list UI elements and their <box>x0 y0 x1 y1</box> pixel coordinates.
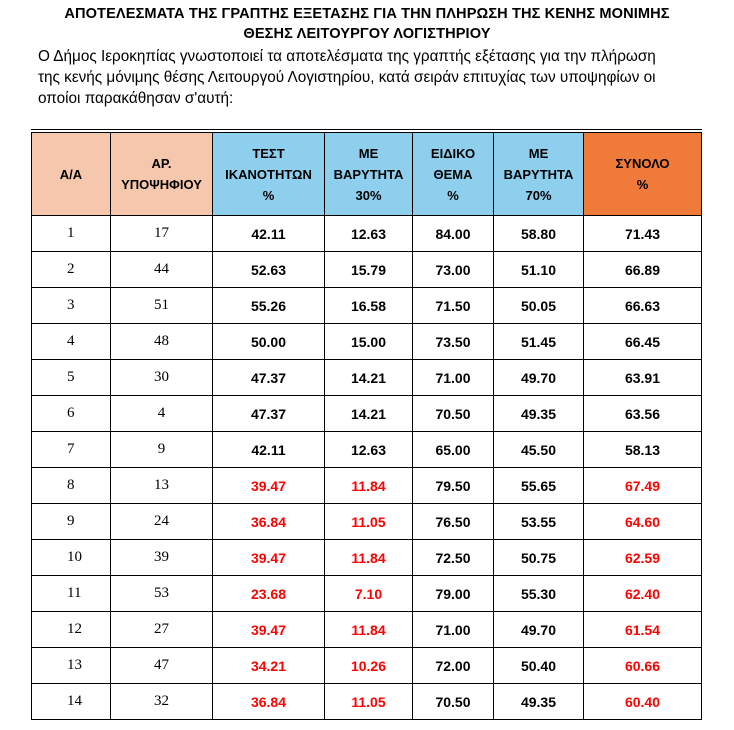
cell-total: 63.91 <box>584 360 702 396</box>
cell-aa: 1 <box>32 216 111 252</box>
cell-candidate-no: 27 <box>111 612 213 648</box>
cell-total: 62.59 <box>584 540 702 576</box>
table-row <box>32 360 702 396</box>
table-row <box>32 612 702 648</box>
cell-weight-30: 15.79 <box>325 252 413 288</box>
cell-weight-30: 15.00 <box>325 324 413 360</box>
cell-weight-30: 14.21 <box>325 360 413 396</box>
cell-total: 58.13 <box>584 432 702 468</box>
title-line-1: ΑΠΟΤΕΛΕΣΜΑΤΑ ΤΗΣ ΓΡΑΠΤΗΣ ΕΞΕΤΑΣΗΣ ΓΙΑ ΤΗΝ ΠΛΗΡΩΣΗ ΤΗΣ ΚΕΝΗΣ ΜΟΝΙΜΗΣ <box>64 6 670 22</box>
cell-aptitude-test: 42.11 <box>213 216 325 252</box>
cell-weight-70: 55.30 <box>494 576 584 612</box>
table-row <box>32 288 702 324</box>
cell-special-subject: 72.00 <box>413 648 494 684</box>
cell-weight-70: 51.10 <box>494 252 584 288</box>
cell-weight-30: 14.21 <box>325 396 413 432</box>
cell-candidate-no: 17 <box>111 216 213 252</box>
cell-total: 66.45 <box>584 324 702 360</box>
cell-special-subject: 71.50 <box>413 288 494 324</box>
cell-candidate-no: 32 <box>111 684 213 720</box>
cell-weight-30: 12.63 <box>325 216 413 252</box>
cell-special-subject: 79.50 <box>413 468 494 504</box>
cell-aa: 13 <box>32 648 111 684</box>
header-special-subject: ΕΙΔΙΚΟ ΘΕΜΑ % <box>413 133 494 216</box>
cell-candidate-no: 53 <box>111 576 213 612</box>
cell-weight-70: 49.70 <box>494 612 584 648</box>
table-row <box>32 576 702 612</box>
table-row <box>32 468 702 504</box>
cell-special-subject: 65.00 <box>413 432 494 468</box>
cell-weight-70: 55.65 <box>494 468 584 504</box>
cell-total: 63.56 <box>584 396 702 432</box>
table-header-row <box>32 133 702 216</box>
cell-aptitude-test: 47.37 <box>213 360 325 396</box>
cell-weight-30: 16.58 <box>325 288 413 324</box>
cell-aa: 5 <box>32 360 111 396</box>
cell-weight-30: 11.84 <box>325 540 413 576</box>
header-total: ΣΥΝΟΛΟ % <box>584 133 702 216</box>
cell-special-subject: 71.00 <box>413 360 494 396</box>
cell-weight-70: 49.35 <box>494 396 584 432</box>
document-title <box>0 4 734 44</box>
header-aptitude-test: ΤΕΣΤ ΙΚΑΝΟΤΗΤΩΝ % <box>213 133 325 216</box>
cell-aptitude-test: 47.37 <box>213 396 325 432</box>
cell-weight-70: 53.55 <box>494 504 584 540</box>
cell-weight-30: 11.05 <box>325 504 413 540</box>
cell-total: 61.54 <box>584 612 702 648</box>
cell-candidate-no: 30 <box>111 360 213 396</box>
cell-aa: 6 <box>32 396 111 432</box>
cell-aptitude-test: 55.26 <box>213 288 325 324</box>
cell-total: 64.60 <box>584 504 702 540</box>
cell-aa: 8 <box>32 468 111 504</box>
header-aa: Α/Α <box>32 133 111 216</box>
cell-aptitude-test: 23.68 <box>213 576 325 612</box>
cell-special-subject: 73.00 <box>413 252 494 288</box>
cell-weight-70: 50.75 <box>494 540 584 576</box>
cell-total: 62.40 <box>584 576 702 612</box>
cell-special-subject: 72.50 <box>413 540 494 576</box>
intro-line-1: Ο Δήμος Ιεροκηπίας γνωστοποιεί τα αποτελέσματα της γραπτής εξέτασης για την πλήρωση <box>38 48 656 65</box>
header-candidate-no: ΑΡ. ΥΠΟΨΗΦΙΟΥ <box>111 133 213 216</box>
cell-weight-70: 58.80 <box>494 216 584 252</box>
intro-paragraph <box>38 46 708 109</box>
cell-weight-30: 7.10 <box>325 576 413 612</box>
cell-special-subject: 76.50 <box>413 504 494 540</box>
cell-weight-30: 11.84 <box>325 612 413 648</box>
cell-special-subject: 71.00 <box>413 612 494 648</box>
cell-weight-70: 45.50 <box>494 432 584 468</box>
cell-aa: 14 <box>32 684 111 720</box>
table-row <box>32 252 702 288</box>
table-row <box>32 432 702 468</box>
cell-weight-30: 12.63 <box>325 432 413 468</box>
cell-weight-30: 10.26 <box>325 648 413 684</box>
cell-aptitude-test: 39.47 <box>213 540 325 576</box>
cell-aptitude-test: 52.63 <box>213 252 325 288</box>
cell-candidate-no: 39 <box>111 540 213 576</box>
cell-aptitude-test: 36.84 <box>213 504 325 540</box>
cell-aptitude-test: 39.47 <box>213 468 325 504</box>
cell-aa: 9 <box>32 504 111 540</box>
cell-total: 71.43 <box>584 216 702 252</box>
cell-aptitude-test: 39.47 <box>213 612 325 648</box>
table-row <box>32 216 702 252</box>
cell-weight-70: 49.70 <box>494 360 584 396</box>
title-line-2: ΘΕΣΗΣ ΛΕΙΤΟΥΡΓΟΥ ΛΟΓΙΣΤΗΡΙΟΥ <box>243 26 491 42</box>
table-row <box>32 324 702 360</box>
cell-candidate-no: 24 <box>111 504 213 540</box>
cell-aptitude-test: 42.11 <box>213 432 325 468</box>
table-row <box>32 504 702 540</box>
cell-candidate-no: 48 <box>111 324 213 360</box>
cell-aa: 3 <box>32 288 111 324</box>
cell-candidate-no: 13 <box>111 468 213 504</box>
cell-weight-70: 50.40 <box>494 648 584 684</box>
cell-special-subject: 79.00 <box>413 576 494 612</box>
results-table <box>31 132 702 720</box>
table-row <box>32 648 702 684</box>
cell-aptitude-test: 50.00 <box>213 324 325 360</box>
intro-line-2: της κενής μόνιμης θέσης Λειτουργού Λογιστηρίου, κατά σειράν επιτυχίας των υποψηφίων οι <box>38 69 656 86</box>
cell-special-subject: 70.50 <box>413 396 494 432</box>
cell-weight-70: 49.35 <box>494 684 584 720</box>
cell-weight-30: 11.84 <box>325 468 413 504</box>
cell-special-subject: 70.50 <box>413 684 494 720</box>
intro-line-3: οποίοι παρακάθησαν σ'αυτή: <box>38 90 234 107</box>
cell-aa: 11 <box>32 576 111 612</box>
cell-aa: 12 <box>32 612 111 648</box>
cell-aa: 10 <box>32 540 111 576</box>
table-row <box>32 396 702 432</box>
cell-total: 60.66 <box>584 648 702 684</box>
cell-special-subject: 73.50 <box>413 324 494 360</box>
cell-candidate-no: 44 <box>111 252 213 288</box>
cell-candidate-no: 51 <box>111 288 213 324</box>
cell-weight-70: 51.45 <box>494 324 584 360</box>
cell-weight-30: 11.05 <box>325 684 413 720</box>
header-weight-70: ΜΕ ΒΑΡΥΤΗΤΑ 70% <box>494 133 584 216</box>
table-row <box>32 684 702 720</box>
cell-total: 67.49 <box>584 468 702 504</box>
cell-aa: 7 <box>32 432 111 468</box>
cell-total: 60.40 <box>584 684 702 720</box>
table-row <box>32 540 702 576</box>
cell-candidate-no: 9 <box>111 432 213 468</box>
cell-aa: 4 <box>32 324 111 360</box>
cell-candidate-no: 47 <box>111 648 213 684</box>
cell-aa: 2 <box>32 252 111 288</box>
cell-aptitude-test: 36.84 <box>213 684 325 720</box>
cell-candidate-no: 4 <box>111 396 213 432</box>
cell-special-subject: 84.00 <box>413 216 494 252</box>
cell-weight-70: 50.05 <box>494 288 584 324</box>
cell-total: 66.89 <box>584 252 702 288</box>
cell-aptitude-test: 34.21 <box>213 648 325 684</box>
header-weight-30: ΜΕ ΒΑΡΥΤΗΤΑ 30% <box>325 133 413 216</box>
cell-total: 66.63 <box>584 288 702 324</box>
